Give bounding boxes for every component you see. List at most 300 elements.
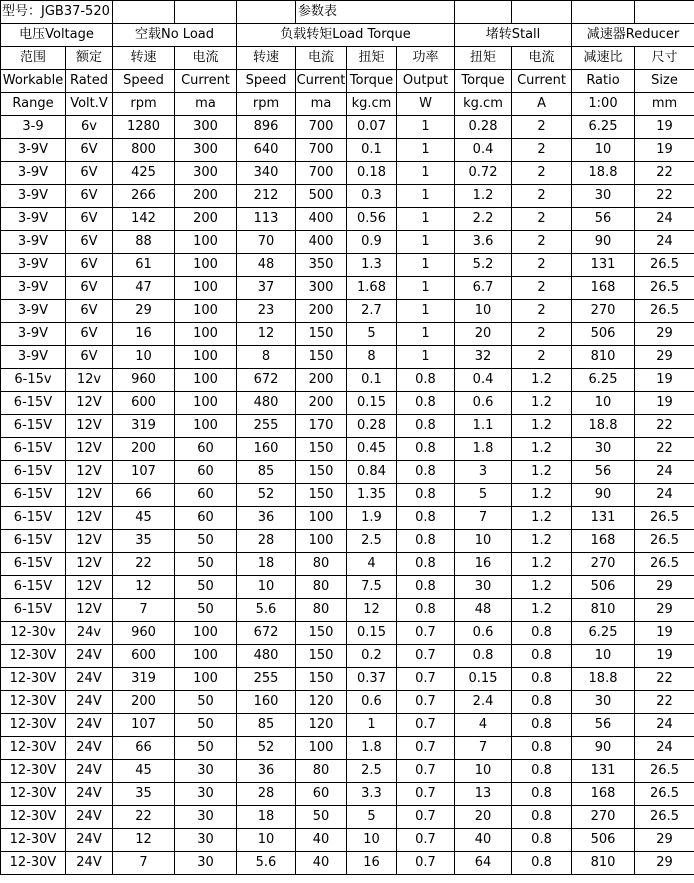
stall-current-cell: 1.2 xyxy=(512,438,572,461)
unit-label: Volt.V xyxy=(66,93,113,116)
voltage-range-cell: 3-9V xyxy=(1,300,66,323)
gearbox-size-cell: 24 xyxy=(635,714,694,737)
reduction-ratio-cell: 18.8 xyxy=(572,415,635,438)
rated-voltage-cell: 24V xyxy=(66,714,113,737)
stall-current-cell: 2 xyxy=(512,162,572,185)
reduction-ratio-cell: 810 xyxy=(572,346,635,369)
output-power-cell: 0.7 xyxy=(397,645,455,668)
reduction-ratio-cell: 270 xyxy=(572,806,635,829)
rated-voltage-cell: 24V xyxy=(66,760,113,783)
stall-torque-cell: 0.4 xyxy=(455,139,512,162)
load-speed-cell: 18 xyxy=(237,553,296,576)
load-speed-cell: 672 xyxy=(237,369,296,392)
load-current-cell: 80 xyxy=(296,599,347,622)
reduction-ratio-cell: 18.8 xyxy=(572,162,635,185)
load-speed-cell: 36 xyxy=(237,507,296,530)
load-speed-cell: 28 xyxy=(237,530,296,553)
table-row xyxy=(1,852,694,875)
load-current-cell: 150 xyxy=(296,668,347,691)
load-speed-cell: 48 xyxy=(237,254,296,277)
unit-header-row xyxy=(1,93,694,116)
voltage-range-cell: 6-15V xyxy=(1,392,66,415)
load-torque-cell: 1.68 xyxy=(347,277,397,300)
rated-voltage-cell: 24V xyxy=(66,691,113,714)
no-load-current-cell: 100 xyxy=(175,346,237,369)
gearbox-size-cell: 26.5 xyxy=(635,254,694,277)
no-load-speed-cell: 22 xyxy=(113,806,175,829)
stall-torque-cell: 2.4 xyxy=(455,691,512,714)
blank-cell xyxy=(635,1,694,24)
voltage-range-cell: 3-9V xyxy=(1,346,66,369)
stall-torque-cell: 6.7 xyxy=(455,277,512,300)
no-load-current-cell: 300 xyxy=(175,139,237,162)
no-load-speed-cell: 88 xyxy=(113,231,175,254)
stall-current-cell: 1.2 xyxy=(512,507,572,530)
gearbox-size-cell: 26.5 xyxy=(635,553,694,576)
unit-label: rpm xyxy=(237,93,296,116)
load-speed-cell: 340 xyxy=(237,162,296,185)
stall-torque-cell: 3 xyxy=(455,461,512,484)
reduction-ratio-cell: 10 xyxy=(572,645,635,668)
no-load-speed-cell: 107 xyxy=(113,461,175,484)
stall-current-cell: 0.8 xyxy=(512,668,572,691)
rated-voltage-cell: 12v xyxy=(66,369,113,392)
load-speed-cell: 12 xyxy=(237,323,296,346)
no-load-current-cell: 100 xyxy=(175,254,237,277)
stall-current-cell: 0.8 xyxy=(512,645,572,668)
reduction-ratio-cell: 30 xyxy=(572,691,635,714)
chinese-header-row xyxy=(1,47,694,70)
gearbox-size-cell: 22 xyxy=(635,415,694,438)
column-header-en: Workable xyxy=(1,70,66,93)
load-current-cell: 80 xyxy=(296,760,347,783)
stall-torque-cell: 13 xyxy=(455,783,512,806)
reduction-ratio-cell: 10 xyxy=(572,392,635,415)
load-current-cell: 40 xyxy=(296,852,347,875)
load-torque-cell: 0.07 xyxy=(347,116,397,139)
stall-torque-cell: 2.2 xyxy=(455,208,512,231)
rated-voltage-cell: 12V xyxy=(66,530,113,553)
rated-voltage-cell: 24V xyxy=(66,852,113,875)
gearbox-size-cell: 19 xyxy=(635,369,694,392)
no-load-current-cell: 30 xyxy=(175,852,237,875)
stall-current-cell: 2 xyxy=(512,208,572,231)
table-row xyxy=(1,760,694,783)
rated-voltage-cell: 6V xyxy=(66,323,113,346)
stall-torque-cell: 3.6 xyxy=(455,231,512,254)
reduction-ratio-cell: 168 xyxy=(572,783,635,806)
no-load-current-cell: 300 xyxy=(175,116,237,139)
no-load-current-cell: 100 xyxy=(175,668,237,691)
stall-torque-cell: 1.2 xyxy=(455,185,512,208)
table-row xyxy=(1,323,694,346)
gearbox-size-cell: 29 xyxy=(635,346,694,369)
voltage-range-cell: 12-30V xyxy=(1,645,66,668)
column-header-cn: 尺寸 xyxy=(635,47,694,70)
reduction-ratio-cell: 30 xyxy=(572,438,635,461)
stall-torque-cell: 4 xyxy=(455,714,512,737)
load-current-cell: 60 xyxy=(296,783,347,806)
gearbox-size-cell: 19 xyxy=(635,392,694,415)
no-load-current-cell: 100 xyxy=(175,392,237,415)
table-title: 参数表 xyxy=(296,1,455,24)
load-torque-cell: 7.5 xyxy=(347,576,397,599)
no-load-current-cell: 60 xyxy=(175,461,237,484)
rated-voltage-cell: 12V xyxy=(66,599,113,622)
column-header-en: Output xyxy=(397,70,455,93)
load-current-cell: 100 xyxy=(296,507,347,530)
voltage-range-cell: 3-9V xyxy=(1,323,66,346)
voltage-range-cell: 12-30V xyxy=(1,760,66,783)
load-speed-cell: 8 xyxy=(237,346,296,369)
table-row xyxy=(1,392,694,415)
no-load-group-header: 空载No Load xyxy=(113,24,237,47)
no-load-current-cell: 100 xyxy=(175,415,237,438)
voltage-range-cell: 6-15V xyxy=(1,484,66,507)
column-header-cn: 扭矩 xyxy=(347,47,397,70)
rated-voltage-cell: 12V xyxy=(66,507,113,530)
gearbox-size-cell: 19 xyxy=(635,622,694,645)
stall-torque-cell: 0.15 xyxy=(455,668,512,691)
no-load-speed-cell: 47 xyxy=(113,277,175,300)
voltage-range-cell: 3-9V xyxy=(1,208,66,231)
output-power-cell: 0.8 xyxy=(397,530,455,553)
no-load-speed-cell: 107 xyxy=(113,714,175,737)
load-current-cell: 150 xyxy=(296,323,347,346)
rated-voltage-cell: 12V xyxy=(66,415,113,438)
voltage-range-cell: 3-9V xyxy=(1,231,66,254)
load-current-cell: 80 xyxy=(296,553,347,576)
reduction-ratio-cell: 6.25 xyxy=(572,369,635,392)
no-load-current-cell: 50 xyxy=(175,576,237,599)
no-load-speed-cell: 266 xyxy=(113,185,175,208)
load-current-cell: 150 xyxy=(296,645,347,668)
table-row xyxy=(1,116,694,139)
no-load-speed-cell: 29 xyxy=(113,300,175,323)
load-current-cell: 150 xyxy=(296,438,347,461)
table-row xyxy=(1,231,694,254)
table-row xyxy=(1,530,694,553)
no-load-current-cell: 100 xyxy=(175,323,237,346)
load-torque-cell: 0.56 xyxy=(347,208,397,231)
no-load-speed-cell: 800 xyxy=(113,139,175,162)
stall-current-cell: 2 xyxy=(512,116,572,139)
reducer-group-header: 减速器Reducer xyxy=(572,24,694,47)
gearbox-size-cell: 26.5 xyxy=(635,277,694,300)
load-current-cell: 150 xyxy=(296,346,347,369)
load-current-cell: 170 xyxy=(296,415,347,438)
no-load-current-cell: 50 xyxy=(175,691,237,714)
load-current-cell: 80 xyxy=(296,576,347,599)
unit-label: W xyxy=(397,93,455,116)
column-header-cn: 转速 xyxy=(113,47,175,70)
no-load-speed-cell: 960 xyxy=(113,622,175,645)
stall-current-cell: 0.8 xyxy=(512,714,572,737)
output-power-cell: 0.7 xyxy=(397,852,455,875)
gearbox-size-cell: 22 xyxy=(635,668,694,691)
blank-cell xyxy=(237,1,296,24)
table-row xyxy=(1,691,694,714)
gearbox-size-cell: 26.5 xyxy=(635,760,694,783)
no-load-speed-cell: 319 xyxy=(113,668,175,691)
stall-current-cell: 0.8 xyxy=(512,852,572,875)
load-torque-cell: 1.35 xyxy=(347,484,397,507)
load-speed-cell: 23 xyxy=(237,300,296,323)
load-torque-cell: 0.84 xyxy=(347,461,397,484)
table-row xyxy=(1,346,694,369)
no-load-speed-cell: 960 xyxy=(113,369,175,392)
output-power-cell: 0.8 xyxy=(397,369,455,392)
output-power-cell: 1 xyxy=(397,231,455,254)
voltage-range-cell: 6-15V xyxy=(1,461,66,484)
stall-current-cell: 2 xyxy=(512,323,572,346)
load-current-cell: 700 xyxy=(296,116,347,139)
output-power-cell: 1 xyxy=(397,162,455,185)
gearbox-size-cell: 26.5 xyxy=(635,783,694,806)
no-load-speed-cell: 61 xyxy=(113,254,175,277)
gearbox-size-cell: 24 xyxy=(635,484,694,507)
output-power-cell: 0.8 xyxy=(397,484,455,507)
stall-torque-cell: 32 xyxy=(455,346,512,369)
output-power-cell: 1 xyxy=(397,277,455,300)
output-power-cell: 0.7 xyxy=(397,622,455,645)
stall-current-cell: 1.2 xyxy=(512,461,572,484)
rated-voltage-cell: 6V xyxy=(66,162,113,185)
no-load-speed-cell: 425 xyxy=(113,162,175,185)
unit-label: ma xyxy=(296,93,347,116)
stall-current-cell: 1.2 xyxy=(512,599,572,622)
load-speed-cell: 5.6 xyxy=(237,599,296,622)
load-speed-cell: 5.6 xyxy=(237,852,296,875)
stall-current-cell: 0.8 xyxy=(512,691,572,714)
load-speed-cell: 255 xyxy=(237,415,296,438)
voltage-range-cell: 12-30V xyxy=(1,806,66,829)
no-load-speed-cell: 7 xyxy=(113,852,175,875)
no-load-current-cell: 60 xyxy=(175,438,237,461)
output-power-cell: 0.8 xyxy=(397,576,455,599)
table-row xyxy=(1,369,694,392)
output-power-cell: 0.7 xyxy=(397,806,455,829)
voltage-range-cell: 12-30V xyxy=(1,691,66,714)
gearbox-size-cell: 19 xyxy=(635,645,694,668)
output-power-cell: 0.7 xyxy=(397,714,455,737)
output-power-cell: 0.7 xyxy=(397,668,455,691)
output-power-cell: 0.8 xyxy=(397,415,455,438)
no-load-current-cell: 50 xyxy=(175,737,237,760)
blank-cell xyxy=(572,1,635,24)
voltage-range-cell: 3-9 xyxy=(1,116,66,139)
unit-label: 1:00 xyxy=(572,93,635,116)
load-torque-cell: 1.8 xyxy=(347,737,397,760)
reduction-ratio-cell: 131 xyxy=(572,507,635,530)
stall-torque-cell: 5.2 xyxy=(455,254,512,277)
reduction-ratio-cell: 56 xyxy=(572,714,635,737)
unit-label: kg.cm xyxy=(347,93,397,116)
table-row xyxy=(1,783,694,806)
table-row xyxy=(1,829,694,852)
load-speed-cell: 52 xyxy=(237,484,296,507)
stall-torque-cell: 7 xyxy=(455,507,512,530)
load-torque-cell: 0.1 xyxy=(347,139,397,162)
model-label: 型号：JGB37-520 xyxy=(1,1,113,24)
table-row xyxy=(1,300,694,323)
reduction-ratio-cell: 90 xyxy=(572,737,635,760)
output-power-cell: 1 xyxy=(397,185,455,208)
unit-label: kg.cm xyxy=(455,93,512,116)
load-torque-cell: 0.1 xyxy=(347,369,397,392)
voltage-range-cell: 6-15V xyxy=(1,438,66,461)
stall-torque-cell: 7 xyxy=(455,737,512,760)
no-load-speed-cell: 200 xyxy=(113,438,175,461)
column-header-cn: 减速比 xyxy=(572,47,635,70)
rated-voltage-cell: 24V xyxy=(66,783,113,806)
load-speed-cell: 160 xyxy=(237,438,296,461)
gearbox-size-cell: 24 xyxy=(635,231,694,254)
table-row xyxy=(1,553,694,576)
column-header-en: Torque xyxy=(347,70,397,93)
reduction-ratio-cell: 131 xyxy=(572,760,635,783)
rated-voltage-cell: 6V xyxy=(66,185,113,208)
column-header-en: Current xyxy=(512,70,572,93)
column-header-en: Speed xyxy=(113,70,175,93)
stall-torque-cell: 0.4 xyxy=(455,369,512,392)
gearbox-size-cell: 26.5 xyxy=(635,806,694,829)
load-torque-cell: 0.3 xyxy=(347,185,397,208)
no-load-current-cell: 300 xyxy=(175,162,237,185)
gearbox-size-cell: 22 xyxy=(635,185,694,208)
load-current-cell: 400 xyxy=(296,208,347,231)
load-torque-cell: 1.9 xyxy=(347,507,397,530)
load-current-cell: 100 xyxy=(296,737,347,760)
column-header-en: Size xyxy=(635,70,694,93)
load-speed-cell: 10 xyxy=(237,829,296,852)
table-row xyxy=(1,599,694,622)
reduction-ratio-cell: 6.25 xyxy=(572,116,635,139)
rated-voltage-cell: 24V xyxy=(66,829,113,852)
no-load-speed-cell: 35 xyxy=(113,530,175,553)
load-speed-cell: 52 xyxy=(237,737,296,760)
gearbox-size-cell: 26.5 xyxy=(635,530,694,553)
column-header-cn: 电流 xyxy=(175,47,237,70)
reduction-ratio-cell: 810 xyxy=(572,852,635,875)
unit-label: Range xyxy=(1,93,66,116)
reduction-ratio-cell: 270 xyxy=(572,300,635,323)
voltage-range-cell: 3-9V xyxy=(1,162,66,185)
english-header-row xyxy=(1,70,694,93)
reduction-ratio-cell: 30 xyxy=(572,185,635,208)
output-power-cell: 1 xyxy=(397,208,455,231)
voltage-range-cell: 3-9V xyxy=(1,277,66,300)
reduction-ratio-cell: 506 xyxy=(572,323,635,346)
no-load-speed-cell: 7 xyxy=(113,599,175,622)
voltage-range-cell: 6-15V xyxy=(1,576,66,599)
load-current-cell: 350 xyxy=(296,254,347,277)
column-header-en: Rated xyxy=(66,70,113,93)
load-torque-cell: 2.5 xyxy=(347,760,397,783)
voltage-range-cell: 6-15V xyxy=(1,507,66,530)
gearbox-size-cell: 19 xyxy=(635,139,694,162)
table-row xyxy=(1,415,694,438)
table-row xyxy=(1,277,694,300)
stall-current-cell: 0.8 xyxy=(512,806,572,829)
stall-torque-cell: 0.72 xyxy=(455,162,512,185)
table-row xyxy=(1,438,694,461)
column-header-cn: 扭矩 xyxy=(455,47,512,70)
stall-torque-cell: 1.8 xyxy=(455,438,512,461)
stall-torque-cell: 0.28 xyxy=(455,116,512,139)
no-load-speed-cell: 10 xyxy=(113,346,175,369)
no-load-current-cell: 100 xyxy=(175,645,237,668)
blank-cell xyxy=(175,1,237,24)
gearbox-size-cell: 29 xyxy=(635,599,694,622)
load-current-cell: 50 xyxy=(296,806,347,829)
load-torque-cell: 0.15 xyxy=(347,392,397,415)
gearbox-size-cell: 29 xyxy=(635,829,694,852)
voltage-range-cell: 6-15V xyxy=(1,553,66,576)
gearbox-size-cell: 29 xyxy=(635,852,694,875)
table-row xyxy=(1,645,694,668)
table-row xyxy=(1,806,694,829)
stall-torque-cell: 64 xyxy=(455,852,512,875)
column-header-en: Ratio xyxy=(572,70,635,93)
gearbox-size-cell: 26.5 xyxy=(635,507,694,530)
no-load-speed-cell: 66 xyxy=(113,484,175,507)
stall-current-cell: 1.2 xyxy=(512,415,572,438)
load-torque-cell: 5 xyxy=(347,323,397,346)
load-speed-cell: 480 xyxy=(237,645,296,668)
reduction-ratio-cell: 56 xyxy=(572,461,635,484)
load-speed-cell: 672 xyxy=(237,622,296,645)
unit-label: mm xyxy=(635,93,694,116)
stall-current-cell: 0.8 xyxy=(512,760,572,783)
output-power-cell: 0.8 xyxy=(397,553,455,576)
stall-current-cell: 1.2 xyxy=(512,369,572,392)
output-power-cell: 0.7 xyxy=(397,737,455,760)
column-header-en: Current xyxy=(175,70,237,93)
no-load-current-cell: 200 xyxy=(175,208,237,231)
load-current-cell: 700 xyxy=(296,139,347,162)
load-current-cell: 40 xyxy=(296,829,347,852)
stall-torque-cell: 5 xyxy=(455,484,512,507)
reduction-ratio-cell: 90 xyxy=(572,484,635,507)
gearbox-size-cell: 22 xyxy=(635,691,694,714)
load-torque-cell: 5 xyxy=(347,806,397,829)
no-load-speed-cell: 600 xyxy=(113,392,175,415)
load-torque-cell: 0.28 xyxy=(347,415,397,438)
table-row xyxy=(1,668,694,691)
voltage-range-cell: 6-15V xyxy=(1,599,66,622)
stall-torque-cell: 48 xyxy=(455,599,512,622)
output-power-cell: 1 xyxy=(397,300,455,323)
no-load-speed-cell: 16 xyxy=(113,323,175,346)
gearbox-size-cell: 26.5 xyxy=(635,300,694,323)
output-power-cell: 1 xyxy=(397,139,455,162)
output-power-cell: 0.8 xyxy=(397,438,455,461)
no-load-current-cell: 30 xyxy=(175,806,237,829)
rated-voltage-cell: 12V xyxy=(66,484,113,507)
rated-voltage-cell: 6V xyxy=(66,139,113,162)
load-current-cell: 100 xyxy=(296,530,347,553)
stall-current-cell: 2 xyxy=(512,139,572,162)
stall-torque-cell: 10 xyxy=(455,760,512,783)
table-row xyxy=(1,461,694,484)
output-power-cell: 1 xyxy=(397,346,455,369)
load-speed-cell: 70 xyxy=(237,231,296,254)
no-load-current-cell: 100 xyxy=(175,231,237,254)
rated-voltage-cell: 6V xyxy=(66,300,113,323)
gearbox-size-cell: 29 xyxy=(635,323,694,346)
reduction-ratio-cell: 168 xyxy=(572,530,635,553)
